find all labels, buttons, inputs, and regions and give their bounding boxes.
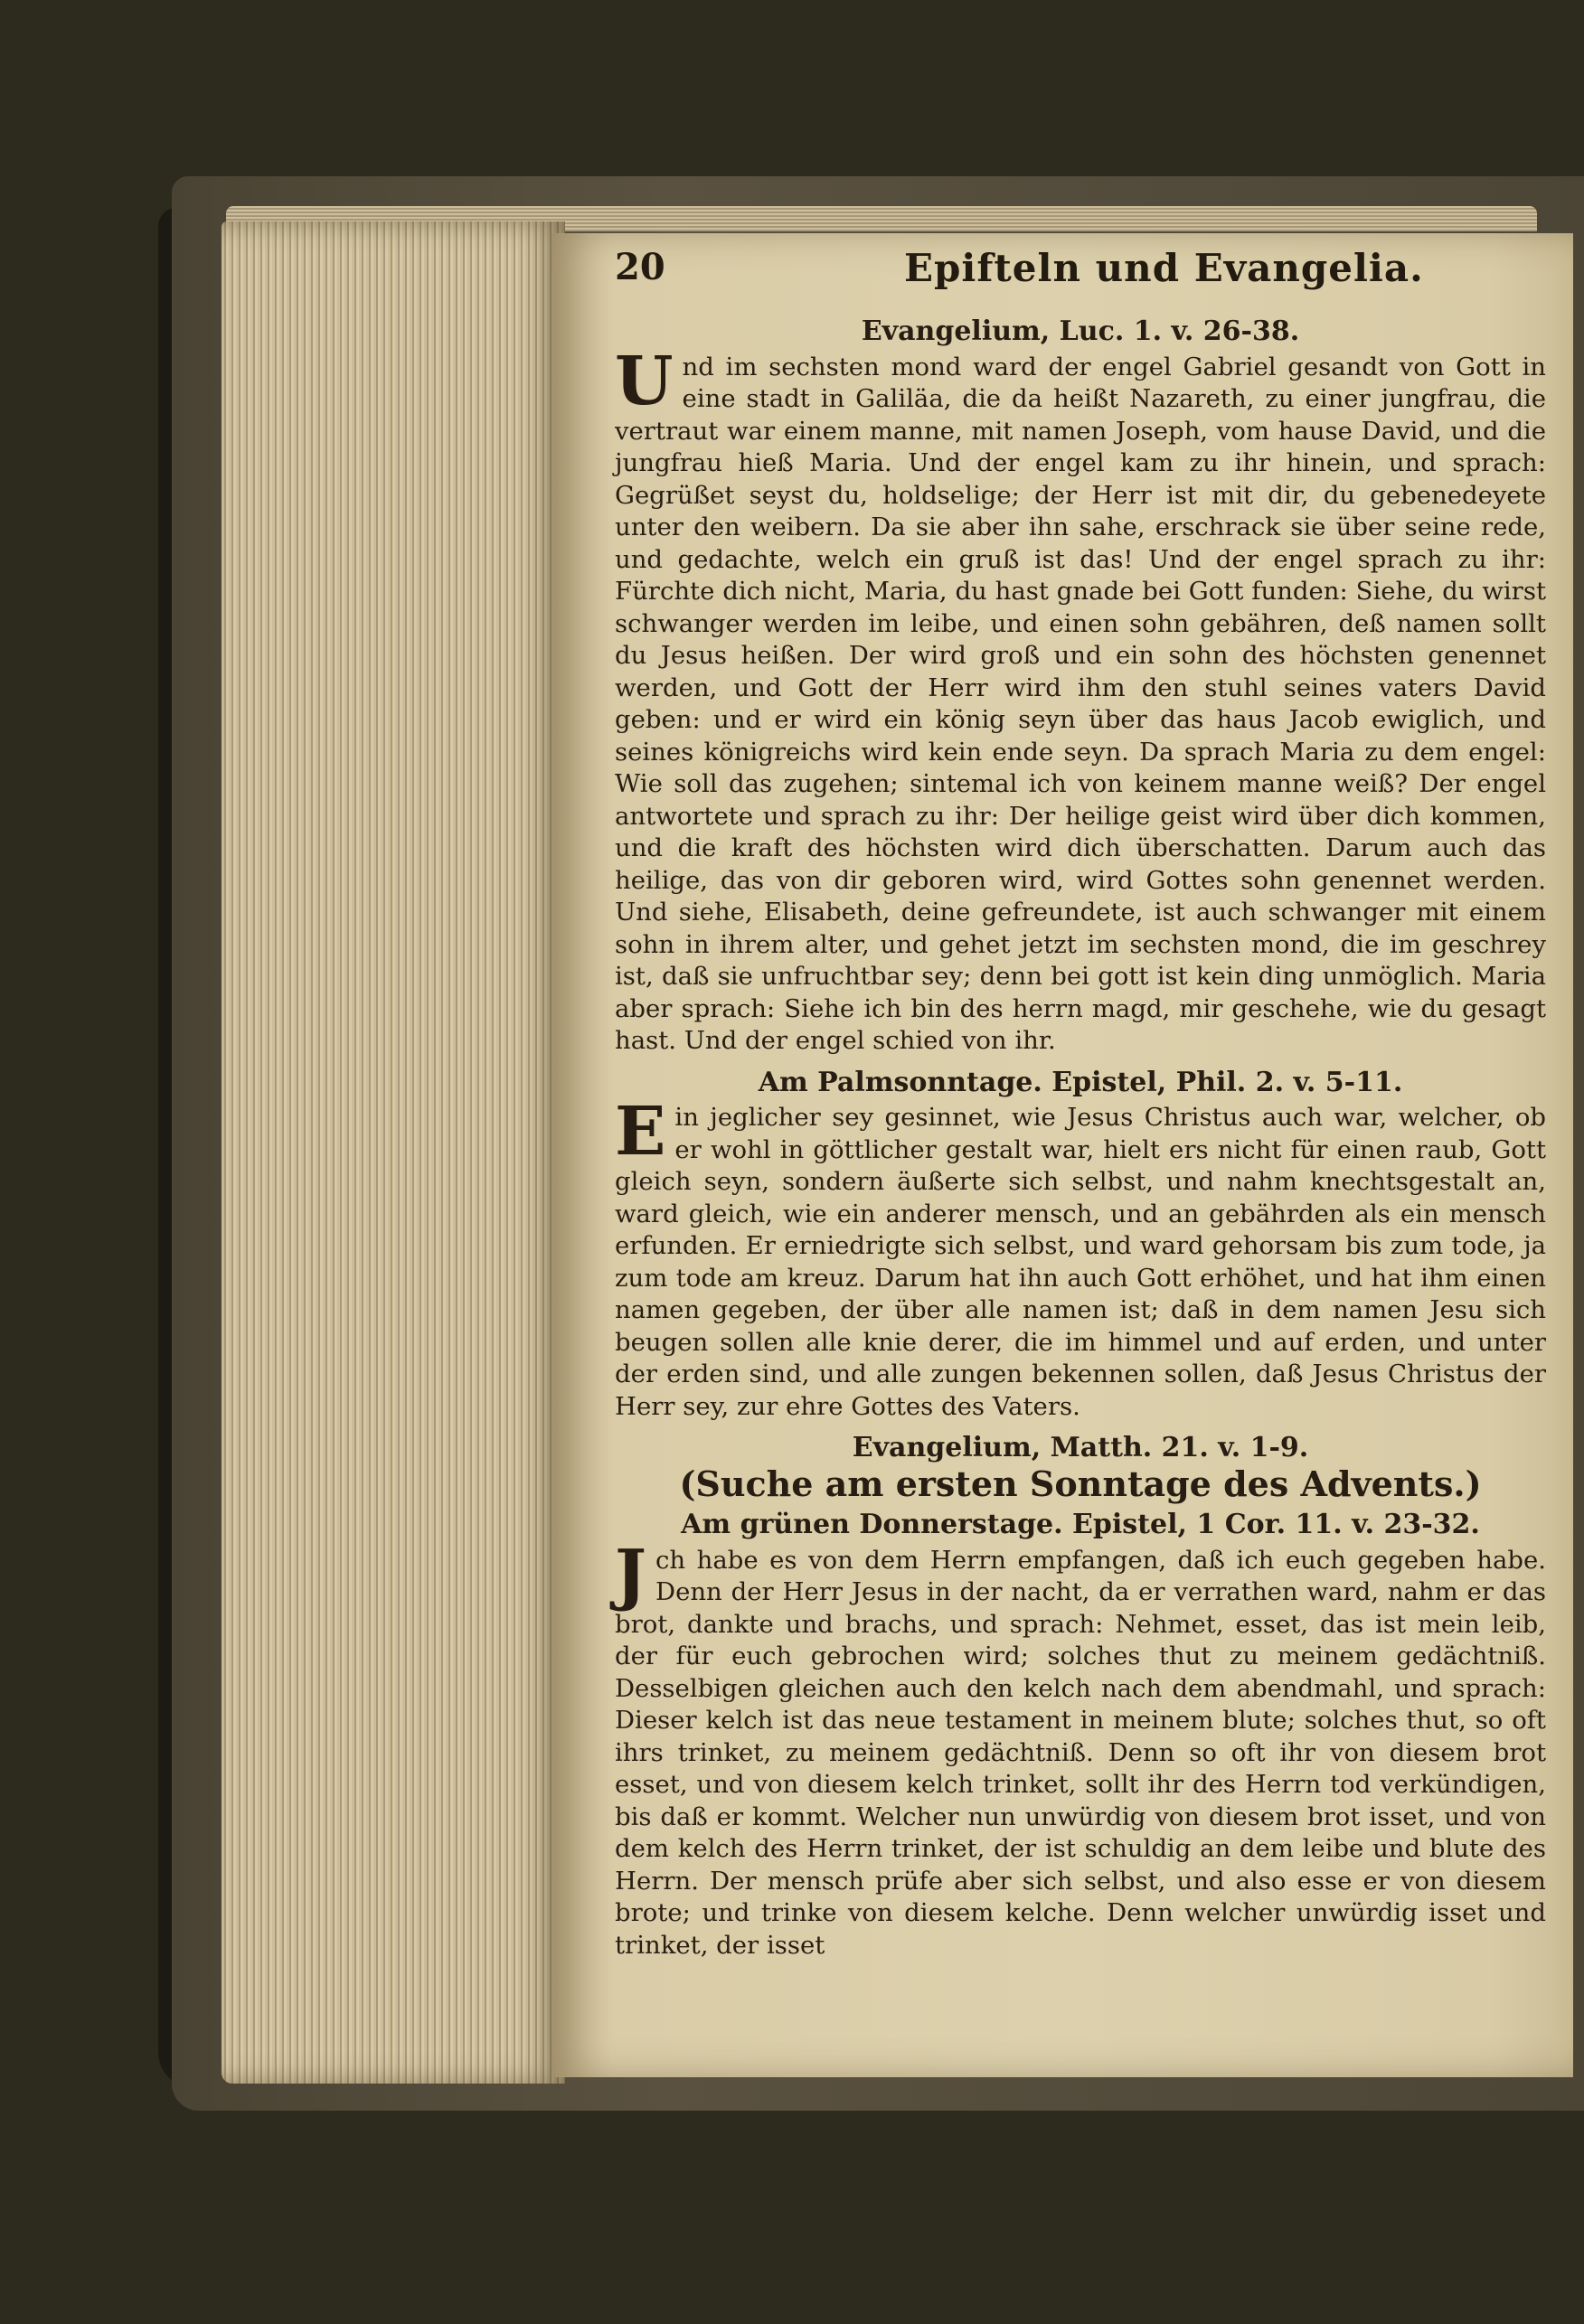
page-edges [222, 221, 565, 2084]
section-text [615, 1535, 1546, 1962]
section-body: ch habe es von dem Herrn empfangen, daß ich euch gegeben habe. Denn der Herr Jesus in der nacht, da er verrathen ward, nahm er das brot, dankte und brachs, und sprach: Nehmet, esset, das ist mein leib, der für euch gebrochen wird; solches thut zu meinem gedächtniß. Desselbigen gleichen auch den kelch nach dem abendmahl, und sprach: Dieser kelch ist das neue testament in meinem blute; solches thut, so oft ihrs trinket, zu meinem gedächtniß. Denn so oft ihr von diesem brot esset, und von diesem kelch trinket, sollt ihr des Herrn tod verkündigen, bis daß er kommt. Welcher nun unwürdig von diesem brot isset, und von dem kelch des Herrn trinket, der ist schuldig an dem leibe und blute des Herrn. Der mensch prüfe aber sich selbst, und also esse er von diesem brote; und trinke von diesem kelche. Denn welcher unwürdig isset und trinket, der isset [615, 1545, 1546, 1960]
section-heading: Am Palmsonntage. Epistel, Phil. 2. v. 5-11. [758, 1066, 1403, 1098]
section-subheading: (Suche am ersten Sonntage des Advents.) [679, 1463, 1482, 1504]
section-heading: Am grünen Donnerstage. Epistel, 1 Cor. 11. v. 23-32. [681, 1509, 1480, 1540]
running-title: Epifteln und Evangelia. [904, 246, 1424, 290]
page-body [615, 312, 1546, 1971]
section-body: nd im sechsten mond ward der engel Gabriel gesandt von Gott in eine stadt in Galiläa, die da heißt Nazareth, zu einer jungfrau, die vertraut war einem manne, mit namen Joseph, vom hause David, und die jungfrau hieß Maria. Und der engel kam zu ihr hinein, und sprach: Gegrüßet seyst du, holdselige; der Herr ist mit dir, du gebenedeyete unter den weibern. Da sie aber ihn sahe, erschrack sie über seine rede, und gedachte, welch ein gruß ist das! Und der engel sprach zu ihr: Fürchte dich nicht, Maria, du hast gnade bei Gott funden: Siehe, du wirst schwanger werden im leibe, und einen sohn gebähren, deß namen sollt du Jesus heißen. Der wird groß und ein sohn des höchsten genennet werden, und Gott der Herr wird ihm den stuhl seines vaters David geben: und er wird ein könig seyn über das haus Jacob ewiglich, und seines königreichs wird kein ende seyn. Da sprach Maria zu dem engel: Wie soll das zugehen; sintemal ich von keinem manne weiß? Der engel antwortete und sprach zu ihr: Der heilige geist wird über dich kommen, und die kraft des höchsten wird dich überschatten. Darum auch das heilige, das von dir geboren wird, wird Gottes sohn genennet werden. Und siehe, Elisabeth, deine gefreundete, ist auch schwanger mit einem sohn in ihrem alter, und gehet jetzt im sechsten mond, die im geschrey ist, daß sie unfruchtbar sey; denn bei gott ist kein ding unmöglich. Maria aber sprach: Siehe ich bin des herrn magd, mir geschehe, wie du gesagt hast. Und der engel schied von ihr. [615, 352, 1546, 1055]
section-text [615, 342, 1546, 1058]
section-body: in jeglicher sey gesinnet, wie Jesus Christus auch war, welcher, ob er wohl in göttlicher gestalt war, hielt ers nicht für einen raub, Gott gleich seyn, sondern äußerte sich selbst, und nahm knechtsgestalt an, ward gleich, wie ein anderer mensch, und an gebährden als ein mensch erfunden. Er erniedrigte sich selbst, und ward gehorsam bis zum tode, ja zum tode am kreuz. Darum hat ihn auch Gott erhöhet, und hat ihm einen namen gegeben, der über alle namen ist; daß in dem namen Jesu sich beugen sollen alle knie derer, die im himmel und auf erden, und unter der erden sind, und alle zungen bekennen sollen, daß Jesus Christus der Herr sey, zur ehre Gottes des Vaters. [615, 1103, 1546, 1421]
section-heading: Evangelium, Matth. 21. v. 1-9. [852, 1432, 1309, 1463]
drop-cap: J [615, 1535, 647, 1614]
drop-cap: U [615, 342, 674, 420]
page-header [615, 246, 1519, 300]
section-text [615, 1093, 1546, 1423]
page-number: 20 [615, 246, 665, 288]
section-heading: Evangelium, Luc. 1. v. 26-38. [861, 315, 1300, 347]
drop-cap: E [615, 1093, 666, 1171]
